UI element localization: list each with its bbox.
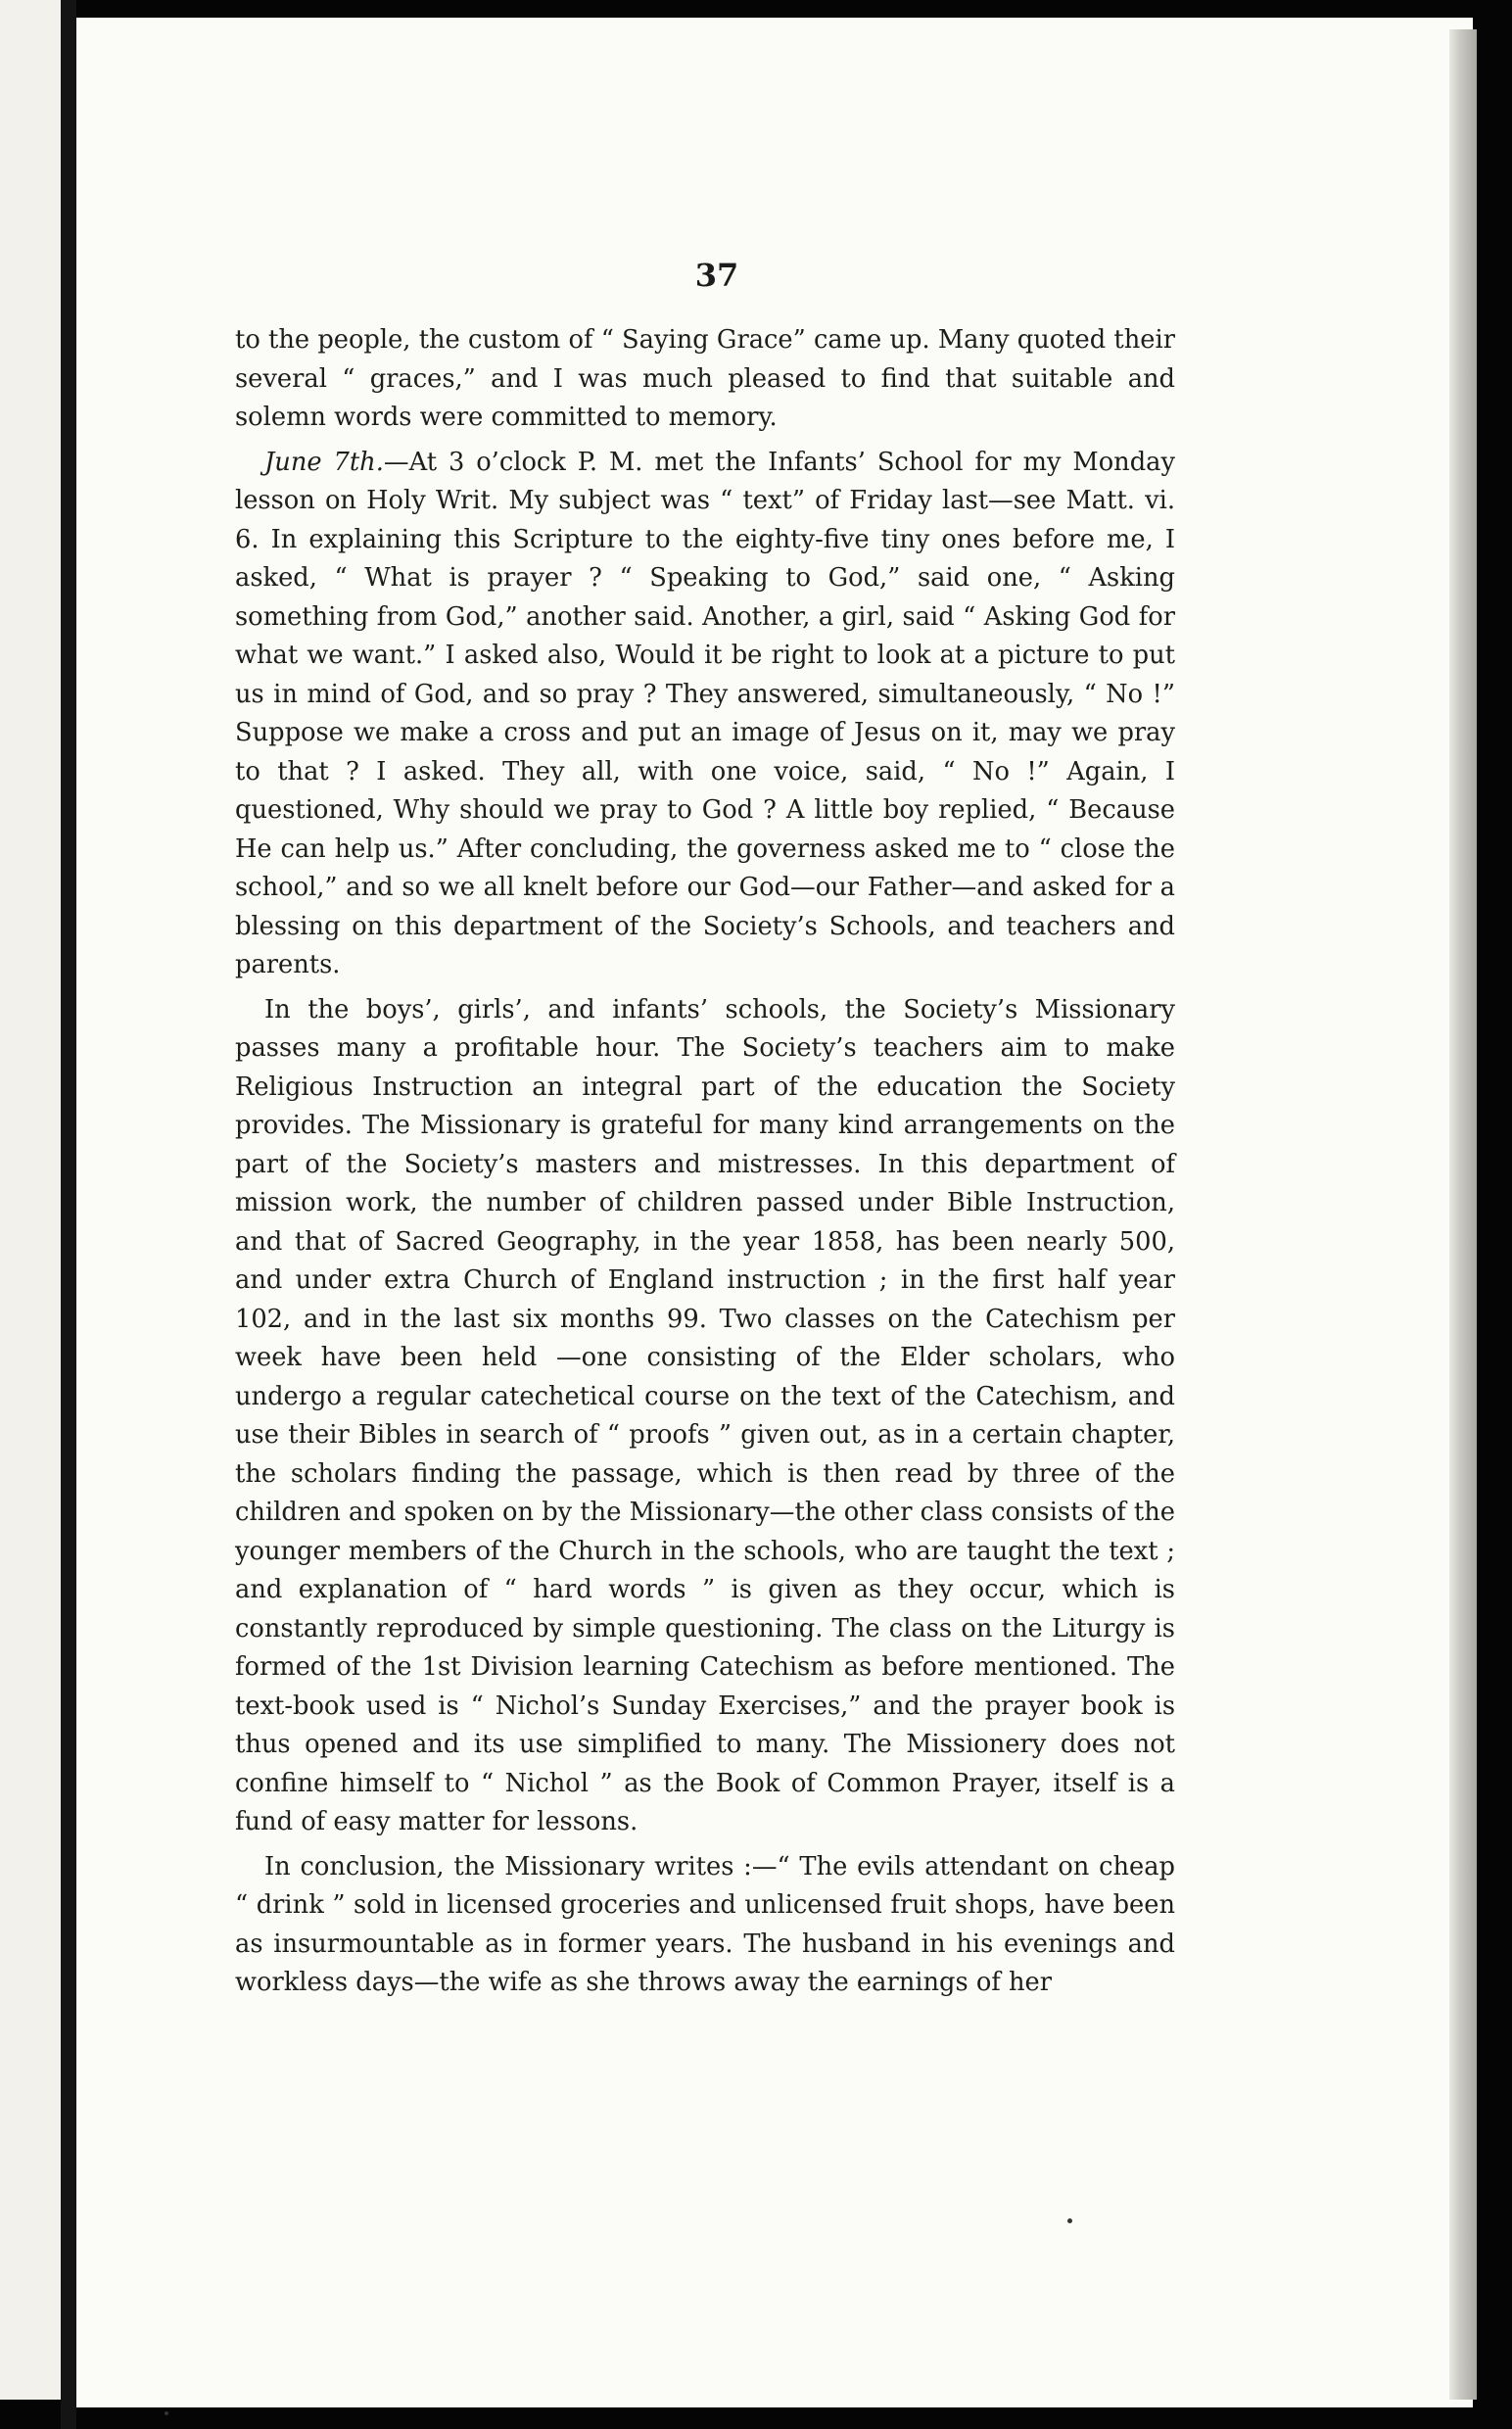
paragraph-3: In the boys’, girls’, and infants’ schools, the Society’s Missionary passes many a profitable hour. The Society’s teachers aim to make Religious Instruction an integral part of the education the Society provides. The Missionary is grateful for many kind arrangements on the part of the Society’s masters and mistresses. In this department of mission work, the number of children passed under Bible Instruction, and that of Sacred Geography, in the year 1858, has been nearly 500, and under extra Church of England instruction ; in the first half year 102, and in the last six months 99. Two classes on the Catechism per week have been held —one consisting of the Elder scholars, who undergo a regular catechetical course on the text of the Catechism, and use their Bibles in search of “ proofs ” given out, as in a certain chapter, the scholars finding the passage, which is then read by three of the children and spoken on by the Missionary—the other class consists of the younger members of the Church in the schools, who are taught the text ; and explanation of “ hard words ” is given as they occur, which is constantly reproduced by simple questioning. The class on the Liturgy is formed of the 1st Division learning Catechism as before mentioned. The text-book used is “ Nichol’s Sunday Exercises,” and the prayer book is thus opened and its use simplified to many. The Missionery does not confine himself to “ Nichol ” as the Book of Common Prayer, itself is a fund of easy matter for lessons. <box>235 994 1175 1836</box>
page-edge-shadow <box>1449 29 1477 2400</box>
scan-speck <box>1067 2218 1072 2223</box>
book-gutter <box>61 0 76 2429</box>
body-text <box>235 321 1175 2003</box>
paragraph-2 <box>235 444 1175 985</box>
page-number: 37 <box>694 257 739 294</box>
facing-page-edge <box>0 0 61 2400</box>
paragraph-4: In conclusion, the Missionary writes :—“ The evils attendant on cheap “ drink ” sold in licensed groceries and unlicensed fruit shops, have been as insurmountable as in former years. The husband in his evenings and workless days—the wife as she throws away the earnings of her <box>235 1851 1175 1997</box>
paragraph-1: to the people, the custom of “ Saying Grace” came up. Many quoted their several “ graces,” and I was much pleased to find that suitable and solemn words were committed to memory. <box>235 325 1175 432</box>
scan-speck <box>165 2411 168 2415</box>
entry-date: June 7th. <box>264 447 384 477</box>
paragraph-2-text: —At 3 o’clock P. M. met the Infants’ School for my Monday lesson on Holy Writ. My subject was “ text” of Friday last—see Matt. vi. 6. In explaining this Scripture to the eighty-five tiny ones before me, I asked, “ What is prayer ? “ Speaking to God,” said one, “ Asking something from God,” another said. Another, a girl, said “ Asking God for what we want.” I asked also, Would it be right to look at a picture to put us in mind of God, and so pray ? They answered, simultaneously, “ No !” Suppose we make a cross and put an image of Jesus on it, may we pray to that ? I asked. They all, with one voice, said, “ No !” Again, I questioned, Why should we pray to God ? A little boy replied, “ Because He can help us.” After concluding, the governess asked me to “ close the school,” and so we all knelt before our God—our Father—and asked for a blessing on this department of the Society’s Schools, and teachers and parents. <box>235 447 1175 979</box>
